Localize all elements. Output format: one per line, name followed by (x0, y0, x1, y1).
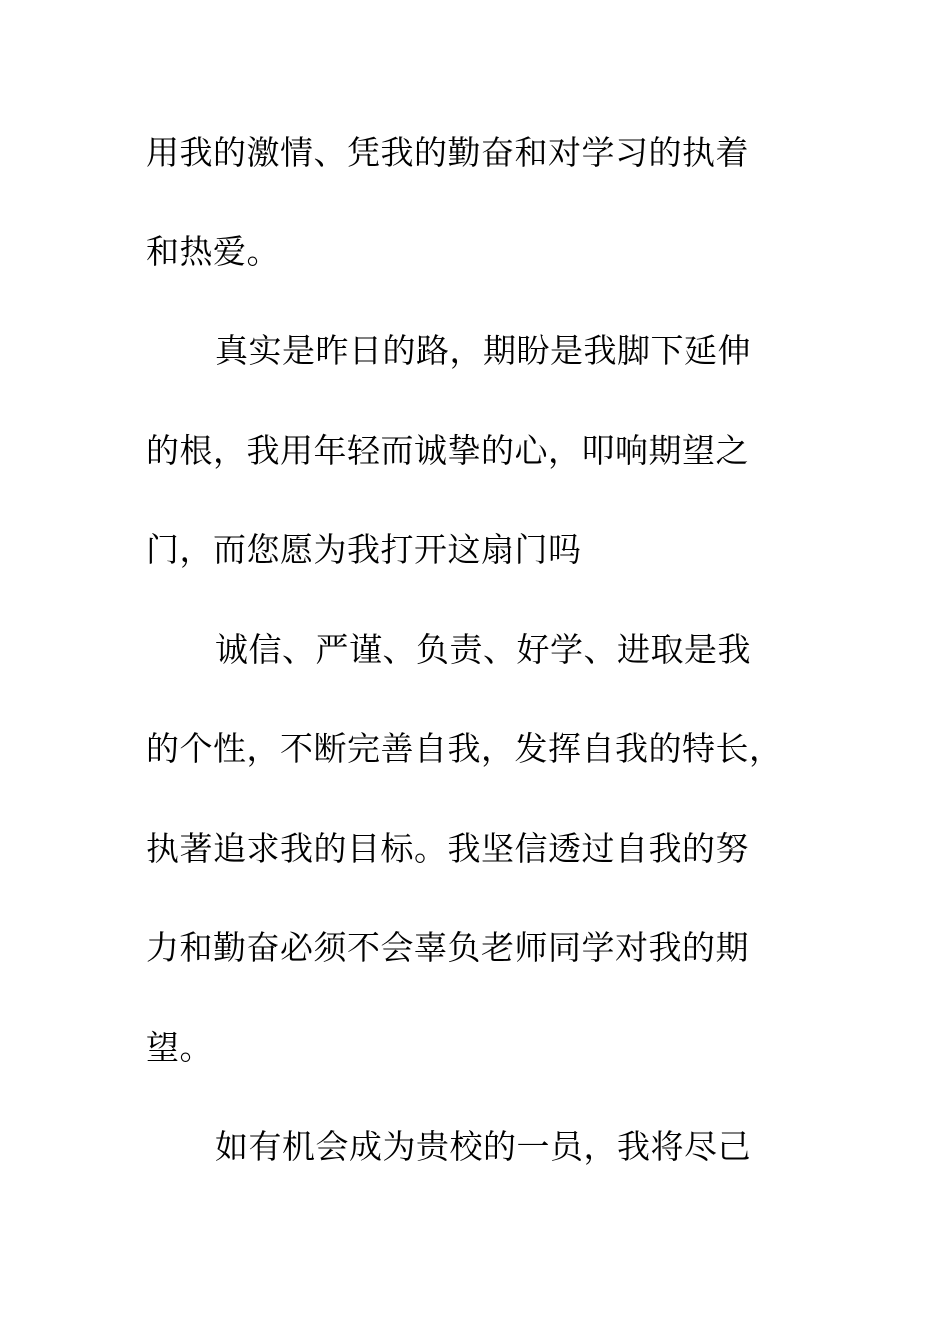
paragraph-3-line-5: 望。 (146, 1028, 213, 1067)
paragraph-1-line-1: 用我的激情、凭我的勤奋和对学习的执着 (146, 133, 749, 172)
paragraph-2-line-3: 门，而您愿为我打开这扇门吗 (146, 530, 582, 569)
paragraph-2-line-2: 的根，我用年轻而诚挚的心，叩响期望之 (146, 431, 749, 470)
paragraph-4-line-1: 如有机会成为贵校的一员，我将尽己 (215, 1127, 751, 1166)
paragraph-2-line-1: 真实是昨日的路，期盼是我脚下延伸 (215, 331, 751, 370)
paragraph-3-line-3: 执著追求我的目标。我坚信透过自我的努 (146, 829, 749, 868)
paragraph-3-line-1: 诚信、严谨、负责、好学、进取是我 (215, 630, 751, 669)
paragraph-1-line-2: 和热爱。 (146, 232, 280, 271)
paragraph-3-line-2: 的个性，不断完善自我，发挥自我的特长， (146, 729, 783, 768)
paragraph-3-line-4: 力和勤奋必须不会辜负老师同学对我的期 (146, 928, 749, 967)
